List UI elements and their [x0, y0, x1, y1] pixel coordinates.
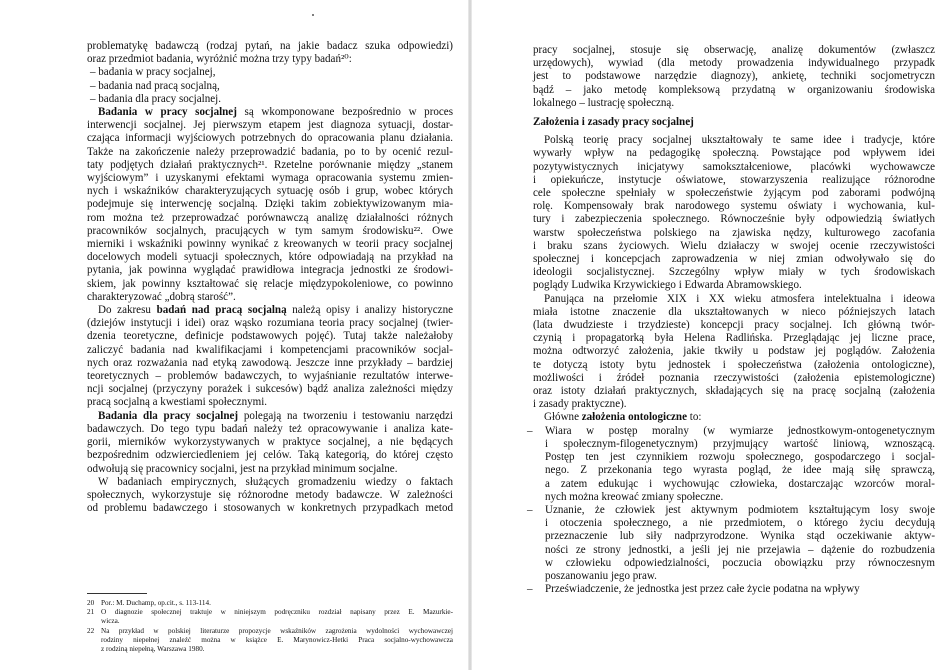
text-line: interwencji socjalnej. Jej pierwszym etapem jest diagnoza sytuacji, dostar- — [87, 119, 453, 132]
text-line: Główne założenia ontologiczne to: — [544, 411, 702, 424]
list-item — [527, 503, 935, 583]
text-line: pytania, jak powinna wyglądać prawidłowa integracja jednostki ze środowi- — [87, 264, 453, 277]
text-line: cele społeczne spełniały w społeczeństwie żyjącym pod zaborami podwójną — [533, 187, 935, 200]
text-line: i opiekuńcze, instytucje oświatowe, stowarzyszenia realizujące różnorodne — [533, 173, 935, 186]
text-line: i zasady praktyczne). — [533, 398, 627, 411]
section-lead-bold: badań nad pracą socjalną — [156, 304, 287, 317]
text-line: w człowieku odpowiedzialności, poczucia obowiązku przy równoczesnym — [545, 556, 935, 569]
text-line: problematykę badawczą (rodzaj pytań, na jakie badacz szuka odpowiedzi) — [87, 40, 453, 52]
text-line: warstw społeczeństwa polskiego na zjawiska nędzy, kulturowego zacofania — [533, 226, 935, 239]
text-line: pracą socjalną a kwestiami społecznymi. — [87, 396, 268, 409]
text-line: i otoczenia społecznego, a nie przedmiotem, o którego życiu decydują — [545, 517, 935, 530]
text-line: Wiara w postęp moralny (w wymiarze jednostkowym-ontogenetycznym — [545, 424, 935, 437]
text-line: poszanowaniu jego praw. — [545, 569, 657, 582]
left-column-text — [87, 40, 453, 515]
text-line: zaliczyć badania nad kwalifikacjami i kompetencjami pracowników socjal- — [87, 343, 453, 356]
text-line: Badania dla pracy socjalnej polegają na tworzeniu i testowaniu narzędzi — [98, 409, 453, 422]
text-line: czynią i propagatorką była Helena Radlińska. Przeglądając jej liczne prace, — [533, 332, 935, 345]
text-line: społecznej i koncepcjach zaprowadzenia w niej zmian odwoływało się do — [533, 253, 935, 266]
dash-bullet: – — [527, 424, 533, 437]
text-line: Postęp ten jest czynnikiem rozwoju społecznego, gospodarczego i socjal- — [545, 451, 935, 464]
footnote-text: wicza. — [101, 617, 120, 626]
text-line: urzędowych), wywiad (dla metody prowadzenia indywidualnego przypadk — [533, 57, 935, 70]
footnotes — [87, 599, 453, 654]
list-item — [527, 583, 935, 596]
text-line: i braku szans życiowych. Wielu działaczy w swojej ocenie rzeczywistości — [533, 239, 935, 252]
text-line: mierniki i wskaźniki powinny wynikać z kreowanych w teorii pracy socjalnej — [87, 238, 453, 251]
dash-bullet: – — [527, 583, 533, 596]
text-line: pracowników socjalnych, pracujących w tym samym środowisku²². Owe — [87, 224, 453, 237]
text-line: (dziejów instytucji i idei) oraz wąsko rozumiana teoria pracy socjalnej (twier- — [87, 317, 453, 330]
text-line: miała istotne znaczenie dla ukształtowanych w nieco późniejszych latach — [533, 305, 935, 318]
scan-speck — [312, 14, 314, 16]
section-lead-bold: Badania w pracy socjalnej — [98, 106, 237, 119]
text-line: tury i zabezpieczenia społecznego. Równocześnie były odpowiedzią światłych — [533, 213, 935, 226]
right-page — [470, 0, 947, 670]
text-line: gorii, mierników wykorzystywanych w praktyce socjalnej, a nie będących — [87, 436, 453, 449]
footnote-text: rodziny niepełnej znaleźć można w książce E. Marynowicz-Hetki Praca socjalno-wychowawcza — [101, 635, 453, 644]
list-item: – badania w pracy socjalnej, — [90, 66, 216, 79]
text-line: ideologii socjalistycznej. Szczególny wpływ miały w tych środowiskach — [533, 266, 935, 279]
left-page — [0, 0, 470, 670]
footnote-text: O diagnozie społecznej traktuje w niniejszym podręczniku rozdział napisany przez E. Mazurkie- — [101, 608, 453, 617]
text-line: Także na zakończenie należy przeprowadzić badania, po to by ocenić rezul- — [87, 145, 453, 158]
text-line: od problemu badawczego i stosowanych w konkretnych przypadkach metod — [87, 502, 453, 515]
text-line: (lata dwudzieste i trzydzieste) koncepcji pracy socjalnej. Ich główną twór- — [533, 319, 935, 332]
text-line: Uznanie, że człowiek jest aktywnym podmiotem kształtującym losy swoje — [545, 503, 935, 516]
text-line: pracy socjalnej, stosuje się obserwację, analizę dokumentów (zwłaszcz — [533, 44, 935, 56]
footnote-number: 22 — [87, 626, 95, 635]
text-line: pozytywistycznych inicjatywy samokształceniowe, placówki wychowawcze — [533, 160, 935, 173]
text-line: lokalnego – lustrację społeczną. — [533, 96, 675, 109]
text-line: ności ze strony jednostki, a jeśli jej nie przejawia – dążenie do rozbudzenia — [545, 543, 935, 556]
footnote-text: Por.: M. Duchamp, op.cit., s. 113-114. — [101, 599, 211, 607]
text-line: rom można też przeprowadzać porównawczą analizę działalności różnych — [87, 211, 453, 224]
text-line: oraz istoty działań praktycznych, składających się na pracę socjalną (założenia — [533, 385, 935, 398]
footnote-divider — [87, 593, 147, 594]
text-line: charakteryzować „dobrą starość”. — [87, 290, 236, 303]
footnote — [87, 627, 453, 655]
text-line: jest to podstawowe narzędzie diagnozy), ankietę, techniki socjometryczn — [533, 70, 935, 83]
text-line: społecznych, wykorzystuje się różnorodne metody badawcze. W zależności — [87, 488, 453, 501]
text-line: Badania w pracy socjalnej są wkomponowane bezpośrednio w proces — [98, 106, 454, 119]
section-heading: Założenia i zasady pracy socjalnej — [533, 116, 694, 129]
text-line: poglądy Ludwika Krzywickiego i Edwarda Abramowskiego. — [533, 279, 802, 292]
text-line: ncji socjalnej (przyczyny porażek i sukcesów) bądź analiza zależności między — [87, 383, 453, 396]
text-line: oraz przedmiot badania, wyróżnić można trzy typy badań²⁰: — [87, 53, 352, 66]
text-line: wywarły wpływ na pedagogikę społeczną. Powstające pod wpływem idei — [533, 147, 935, 160]
text-line: nych można kreować zmiany społeczne. — [545, 490, 724, 503]
inline-bold-term: założenia ontologiczne — [581, 411, 687, 424]
text-line: nego. Z przekonania tego wyrasta pogląd, że idee mają siłę sprawczą, — [545, 464, 935, 477]
text-line: wyjściowym” i uzyskanymi efektami wymaga opracowania systemu zmien- — [87, 172, 453, 185]
text-line: można odtworzyć założenia, jakie tkwiły u podstaw jej poglądów. Założenia — [533, 345, 935, 358]
text-line: bądź – jako metodę kompleksową przydatną w organizowaniu środowiska — [533, 83, 935, 96]
section-lead-bold: Badania dla pracy socjalnej — [98, 409, 239, 422]
text-line: dzenia teoretyczne, definicje podstawowych pojęć). Tutaj także należałoby — [87, 330, 453, 343]
text-line: nych oraz rozważania nad etyką zawodową. Jeszcze inne przykłady – bardziej — [87, 356, 453, 369]
footnote-text: z rodziną niepełną, Warszawa 1980. — [101, 645, 205, 654]
text-line: podejmuje się interwencję socjalną. Dzięki takim zobiektywizowanym mia- — [87, 198, 453, 211]
text-line: rolę. Kompensowały brak narodowego systemu oświaty i wychowania, kul- — [533, 200, 935, 213]
text-line: przeznaczenie lub siły nadprzyrodzone. Wynika stąd oczekiwanie aktyw- — [545, 530, 935, 543]
right-column-text — [527, 44, 935, 596]
text-line: Do zakresu badań nad pracą socjalną należą opisy i analizy historyczne — [98, 304, 454, 317]
footnote-text: Na przykład w polskiej literaturze propozycje wskaźników zagrożenia wydolności wychowawczej — [101, 626, 453, 635]
text-line: docelowych modeli sytuacji społecznych, które odpowiadają na przykład na — [87, 251, 453, 264]
text-line: możliwości i źródeł poznania rzeczywistości (założenia epistemologiczne) — [533, 371, 935, 384]
text-line: W badaniach empirycznych, służących gromadzeniu wiedzy o faktach — [98, 475, 453, 488]
text-line: teoretycznych – problemów badawczych, to wyjaśnianie rezultatów interwe- — [87, 370, 453, 383]
text-line: badawczych. Do tego typu badań należy też opracowywanie i analiza kate- — [87, 422, 453, 435]
dash-bullet: – — [527, 503, 533, 516]
footnote-number: 20 — [87, 599, 95, 607]
list-item: – badania nad pracą socjalną, — [90, 79, 220, 92]
footnote — [87, 608, 453, 626]
footnote — [87, 599, 453, 608]
text-line: czająca informacji wyjściowych potrzebnych do opracowania planu działania. — [87, 132, 453, 145]
list-item: – badania dla pracy socjalnej. — [90, 92, 221, 105]
text-line: odwołują się pracownicy socjalni, jest na przykład minimum socjalne. — [87, 462, 398, 475]
text-line: Panująca na przełomie XIX i XX wieku atmosfera intelektualna i ideowa — [544, 292, 935, 305]
text-line: taty podjętych działań praktycznych²¹. Rzetelne porównanie między „stanem — [87, 158, 453, 171]
text-line: skiem, jak powinny kształtować się relacje międzypokoleniowe, co powinno — [87, 277, 453, 290]
list-item — [527, 424, 935, 504]
text-line: Przeświadczenie, że jednostka jest przez całe życie podatna na wpływy — [545, 583, 860, 596]
text-line: i społecznym-filogenetycznym) przyjmujący wartość liniową, wznoszącą. — [545, 437, 935, 450]
text-line: te dotyczą istoty bytu jednostek i społeczeństwa (założenia ontologiczne), — [533, 358, 935, 371]
text-line: a zatem edukując i wychowując człowieka, dostarczając wzorców moral- — [545, 477, 935, 490]
text-line: bezpośrednim odzwierciedleniem jej celów. Taką kategorią, do której często — [87, 449, 453, 462]
footnote-number: 21 — [87, 608, 95, 617]
text-line: Polską teorię pracy socjalnej ukształtowały te same idee i tradycje, które — [544, 134, 935, 147]
text-line: nych i wskaźników charakteryzujących sytuację osób i grup, wobec których — [87, 185, 453, 198]
